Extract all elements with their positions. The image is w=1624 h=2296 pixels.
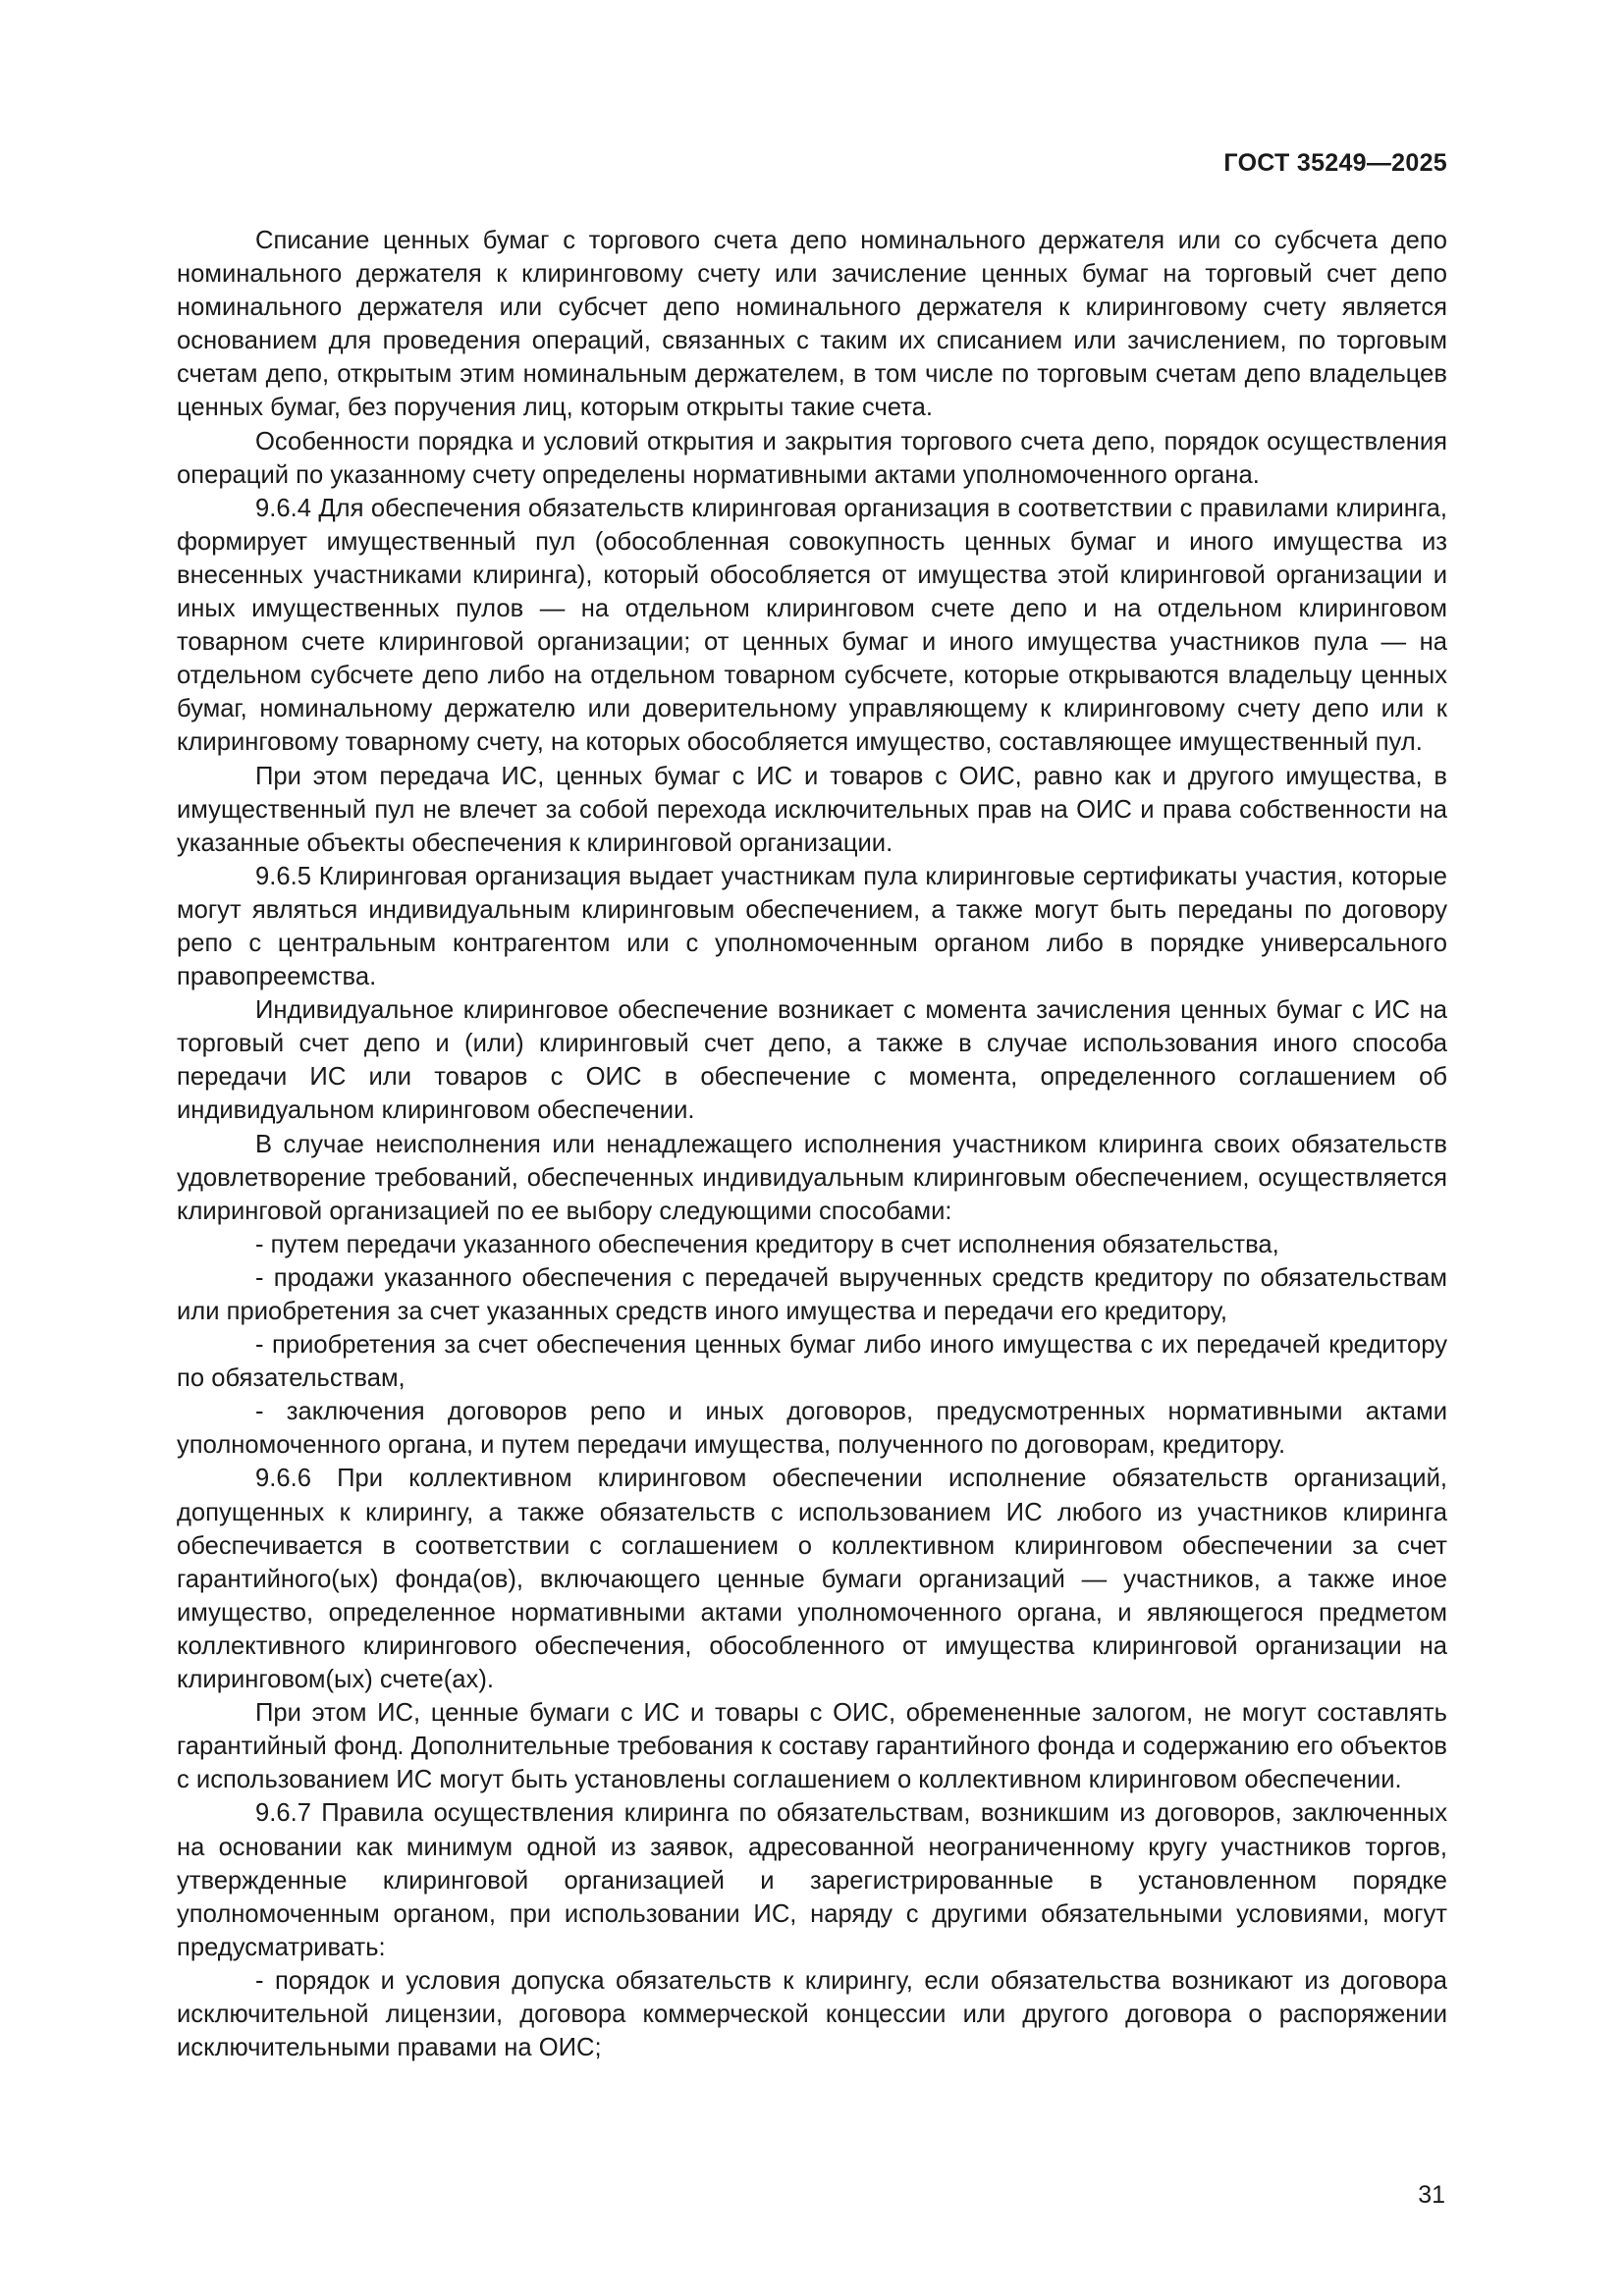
paragraph: 9.6.6 При коллективном клиринговом обеспечении исполнение обязательств организаций, допущенных к клирингу, а также обязательств с использованием ИС любого из участников клиринга обеспечивается в соответствии с соглашением о коллективном клиринговом обеспечении за счет гарантийного(ых) фонда(ов), включающего ценные бумаги организаций — участников, а также иное имущество, определенное нормативными актами уполномоченного органа, и являющегося предметом коллективного клирингового обеспечения, обособленного от имущества клиринговой организации на клиринговом(ых) счете(ах). <box>177 1465 1447 1694</box>
paragraph: 9.6.4 Для обеспечения обязательств клиринговая организация в соответствии с правилами клиринга, формирует имущественный пул (обособленная совокупность ценных бумаг и иного имущества из внесенных участниками клиринга), который обособляется от имущества этой клиринговой организации и иных имущественных пулов — на отдельном клиринговом счете депо и на отдельном клиринговом товарном счете клиринговой организации; от ценных бумаг и иного имущества участников пула — на отдельном субсчете депо либо на отдельном товарном субсчете, которые открываются владельцу ценных бумаг, номинальному держателю или доверительному управляющему к клиринговому счету депо или к клиринговому товарному счету, на которых обособляется имущество, составляющее имущественный пул. <box>177 494 1447 757</box>
standard-header: ГОСТ 35249—2025 <box>1223 149 1447 177</box>
page-number: 31 <box>1418 2181 1445 2209</box>
list-item: - приобретения за счет обеспечения ценных бумаг либо иного имущества с их передачей кредитору по обязательствам, <box>177 1331 1447 1393</box>
list-item: - порядок и условия допуска обязательств к клирингу, если обязательства возникают из договора исключительной лицензии, договора коммерческой концессии или другого договора о распоряжении исключительными правами на ОИС; <box>177 1966 1447 2062</box>
paragraph: Индивидуальное клиринговое обеспечение возникает с момента зачисления ценных бумаг с ИС на торговый счет депо и (или) клиринговый счет депо, а также в случае использования иного способа передачи ИС или товаров с ОИС в обеспечение с момента, определенного соглашением об индивидуальном клиринговом обеспечении. <box>177 996 1447 1125</box>
list-item: - продажи указанного обеспечения с передачей вырученных средств кредитору по обязательствам или приобретения за счет указанных средств иного имущества и передачи его кредитору, <box>177 1263 1447 1325</box>
paragraph: 9.6.5 Клиринговая организация выдает участникам пула клиринговые сертификаты участия, которые могут являться индивидуальным клиринговым обеспечением, а также могут быть переданы по договору репо с центральным контрагентом или с уполномоченным органом либо в порядке универсального правопреемства. <box>177 862 1447 991</box>
paragraph: Особенности порядка и условий открытия и закрытия торгового счета депо, порядок осуществления операций по указанному счету определены нормативными актами уполномоченного органа. <box>177 427 1447 489</box>
list-item: - путем передачи указанного обеспечения кредитору в счет исполнения обязательства, <box>255 1230 1279 1258</box>
paragraph: При этом передача ИС, ценных бумаг с ИС и товаров с ОИС, равно как и другого имущества, в имущественный пул не влечет за собой перехода исключительных прав на ОИС и права собственности на указанные объекты обеспечения к клиринговой организации. <box>177 762 1447 857</box>
body-text <box>177 224 1447 2064</box>
list-item: - заключения договоров репо и иных договоров, предусмотренных нормативными актами уполномоченного органа, и путем передачи имущества, полученного по договорам, кредитору. <box>177 1398 1447 1460</box>
paragraph: При этом ИС, ценные бумаги с ИС и товары с ОИС, обремененные залогом, не могут составлять гарантийный фонд. Дополнительные требования к составу гарантийного фонда и содержанию его объектов с использованием ИС могут быть установлены соглашением о коллективном клиринговом обеспечении. <box>177 1699 1447 1794</box>
paragraph: 9.6.7 Правила осуществления клиринга по обязательствам, возникшим из договоров, заключенных на основании как минимум одной из заявок, адресованной неограниченному кругу участников торгов, утвержденные клиринговой организацией и зарегистрированные в установленном порядке уполномоченным органом, при использовании ИС, наряду с другими обязательными условиями, могут предусматривать: <box>177 1799 1447 1961</box>
paragraph: В случае неисполнения или ненадлежащего исполнения участником клиринга своих обязательств удовлетворение требований, обеспеченных индивидуальным клиринговым обеспечением, осуществляется клиринговой организацией по ее выбору следующими способами: <box>177 1130 1447 1225</box>
paragraph: Списание ценных бумаг с торгового счета депо номинального держателя или со субсчета депо номинального держателя к клиринговому счету или зачисление ценных бумаг на торговый счет депо номинального держателя или субсчет депо номинального держателя к клиринговому счету является основанием для проведения операций, связанных с таким их списанием или зачислением, по торговым счетам депо, открытым этим номинальным держателем, в том числе по торговым счетам депо владельцев ценных бумаг, без поручения лиц, которым открыты такие счета. <box>177 227 1447 422</box>
